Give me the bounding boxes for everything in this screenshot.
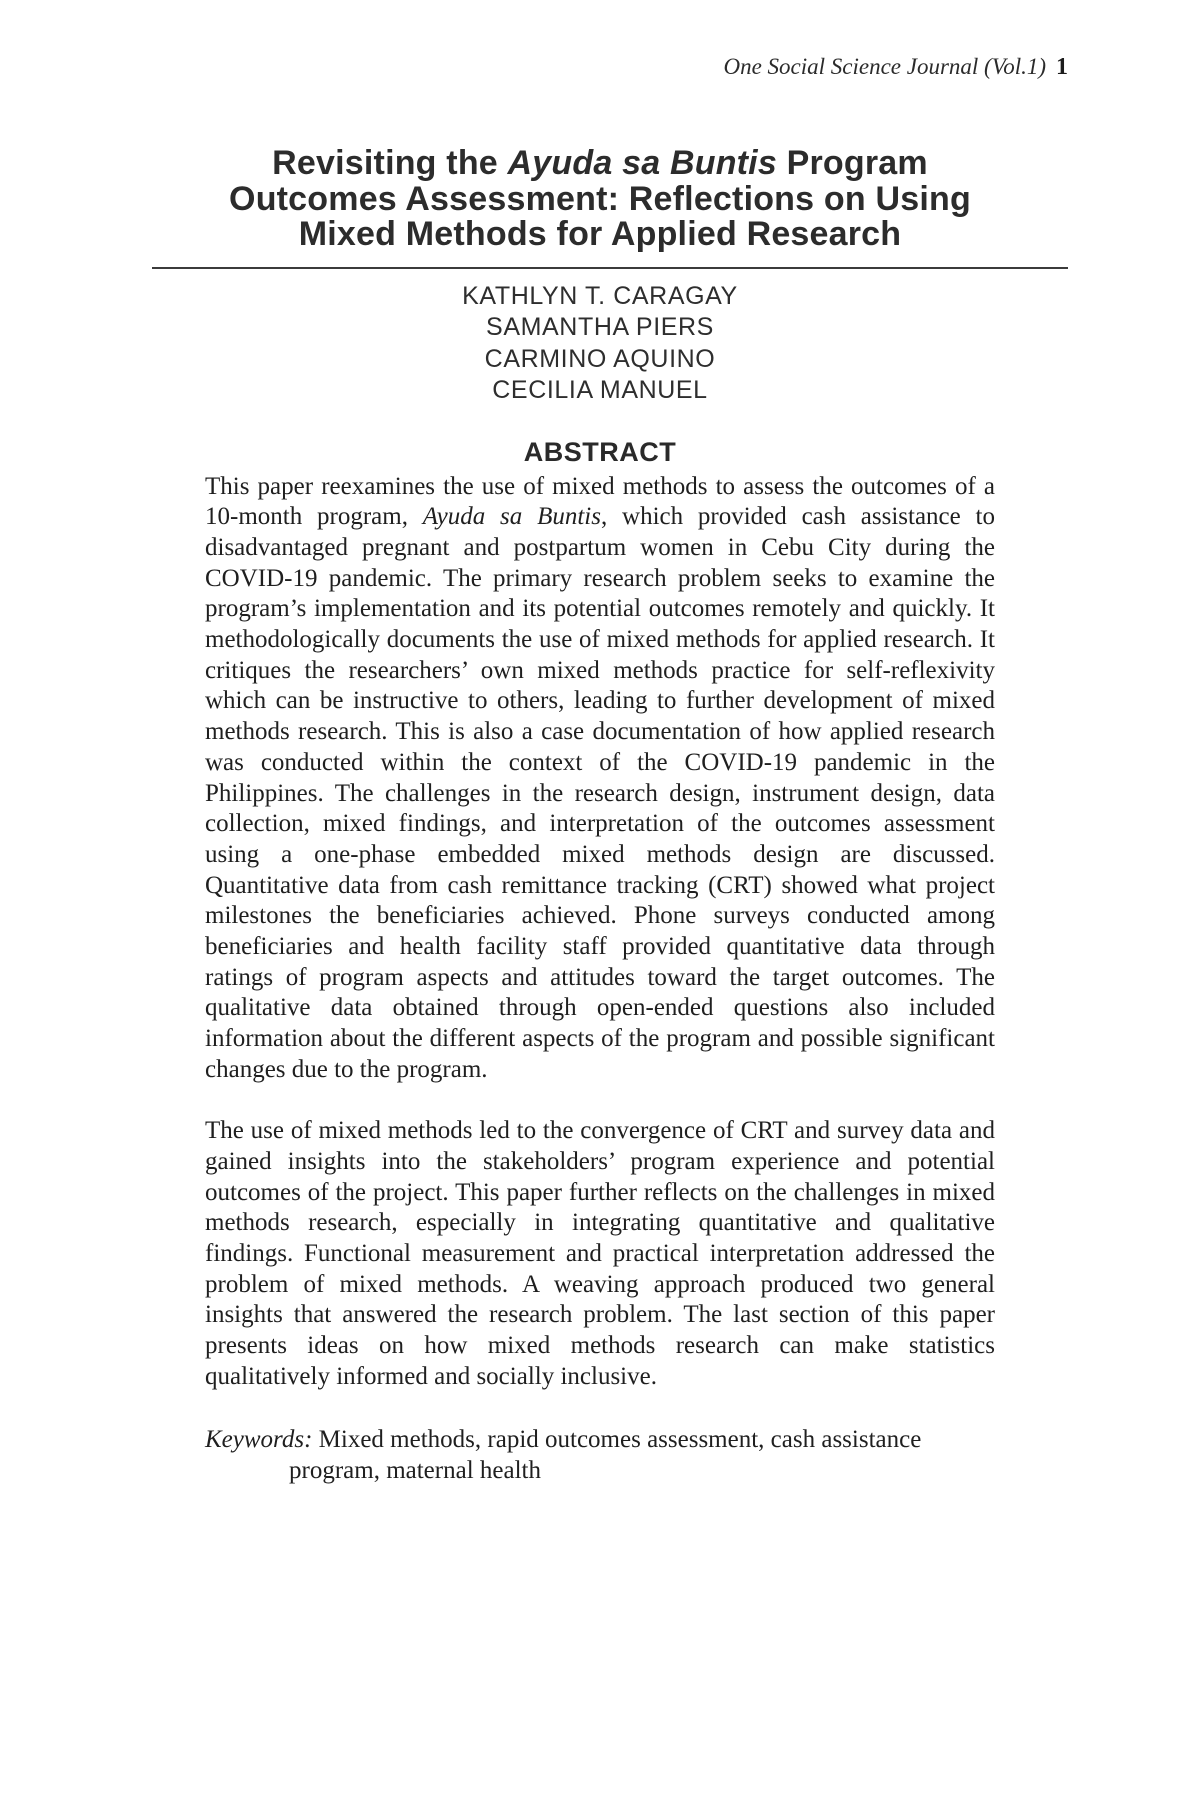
page-number: 1 (1056, 54, 1068, 80)
author-name: KATHLYN T. CARAGAY (462, 281, 738, 310)
abstract-body (205, 472, 995, 1486)
author-name: CARMINO AQUINO (484, 344, 716, 373)
abstract-paragraph-1-text-1: This paper reexamines the use of mixed methods to assess the outcomes of a 10-month program, (205, 472, 995, 531)
article-title (200, 146, 1000, 253)
article-title-text-1: Revisiting the (272, 144, 508, 182)
title-divider (152, 267, 1068, 269)
author-name: SAMANTHA PIERS (486, 313, 714, 341)
journal-title: One Social Science Journal (Vol.1) (723, 54, 1046, 79)
keywords-line (205, 1424, 995, 1486)
page-header (723, 54, 1068, 81)
abstract-paragraph-2: The use of mixed methods led to the convergence of CRT and survey data and gained insights into the stakeholders’ program experience and potential outcomes of the project. This paper further reflects on the challenges in mixed methods research, especially in integrating quantitative and qualitative findings. Functional measurement and practical interpretation addressed the problem of mixed methods. A weaving approach produced two general insights that answered the research problem. The last section of this paper presents ideas on how mixed methods research can make statistics qualitatively informed and socially inclusive. (205, 1117, 995, 1390)
keywords-label: Keywords: (205, 1425, 313, 1453)
author-name: CECILIA MANUEL (492, 376, 708, 404)
authors-list (0, 281, 1200, 407)
abstract-paragraph-1-program-name: Ayuda sa Buntis (422, 503, 601, 531)
abstract-paragraph-1-text-2: , which provided cash assistance to disadvantaged pregnant and postpartum women in Cebu City during the COVID-19 pandemic. The primary research problem seeks to examine the program’s implementation and its potential outcomes remotely and quickly. It methodologically documents the use of mixed methods for applied research. It critiques the researchers’ own mixed methods practice for self-reflexivity which can be instructive to others, leading to further development of mixed methods research. This is also a case documentation of how applied research was conducted within the context of the COVID-19 pandemic in the Philippines. The challenges in the research design, instrument design, data collection, mixed findings, and interpretation of the outcomes assessment using a one-phase embedded mixed methods design are discussed. Quantitative data from cash remittance tracking (CRT) showed what project milestones the beneficiaries achieved. Phone surveys conducted among beneficiaries and health facility staff provided quantitative data through ratings of program aspects and attitudes toward the target outcomes. The qualitative data obtained through open-ended questions also included information about the different aspects of the program and possible significant changes due to the program. (205, 503, 995, 1083)
article-title-program-name: Ayuda sa Buntis (507, 144, 777, 182)
article-title-text-2: Program Outcomes Assessment: Reflections on Using Mixed Methods for Applied Research (229, 144, 971, 253)
abstract-heading: ABSTRACT (523, 436, 677, 467)
keywords-text: Mixed methods, rapid outcomes assessment, cash assistance program, maternal health (289, 1425, 922, 1484)
abstract-paragraph-1 (205, 472, 995, 1086)
